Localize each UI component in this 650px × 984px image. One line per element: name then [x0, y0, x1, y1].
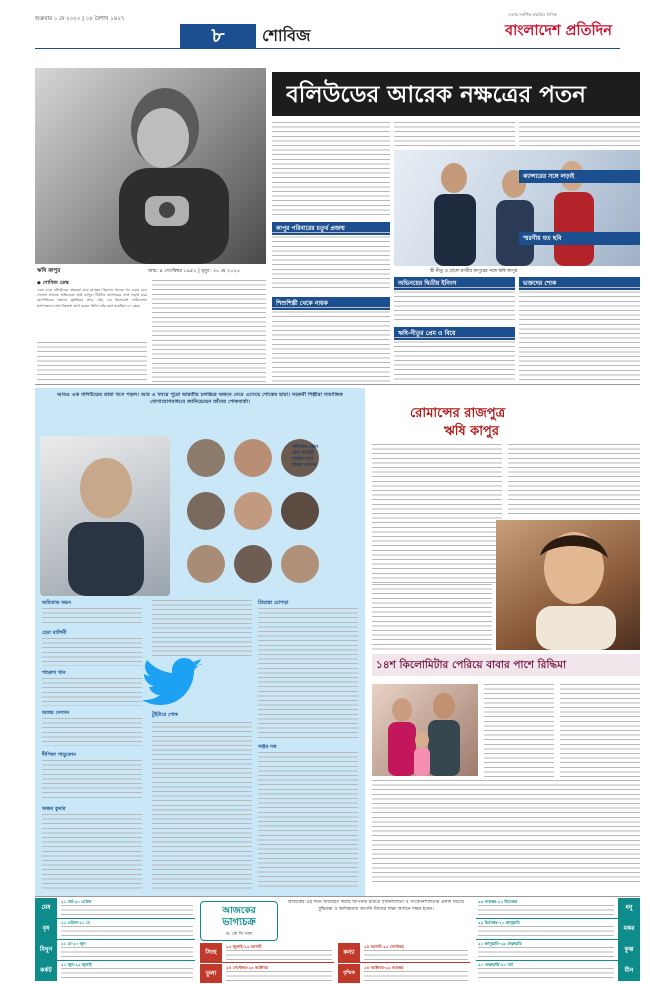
lead-bottom-rule: [35, 384, 640, 385]
lead-column-5b: [519, 287, 640, 382]
lead-subhead-7: ভক্তদের শোক: [519, 277, 640, 290]
sign-tula-name: তুলা: [200, 964, 222, 983]
tribute-quote-7: [258, 608, 358, 738]
romance-photo: [496, 520, 640, 650]
tribute-quote-6: [42, 814, 142, 890]
sign-dhanu: [476, 898, 640, 919]
sign-dhanu-name: ধনু: [618, 898, 640, 918]
lead-photo: [35, 68, 266, 264]
section-title: শোবিজ: [262, 26, 311, 45]
sign-singha-text: [226, 950, 332, 961]
sign-mesh-name: মেষ: [35, 898, 57, 918]
tribute-quote-7-title: প্রিয়াঙ্কা চোপড়া: [258, 600, 289, 606]
twitter-bird-icon: [140, 656, 204, 710]
tribute-quote-8-title: সঞ্জয় দত্ত: [258, 744, 277, 750]
sign-makar: [476, 919, 640, 940]
lead-column-4b: [394, 287, 515, 322]
date-line: শুক্রবার ১ মে ২০২০ | ১৮ বৈশাখ ১৪২৭: [35, 16, 125, 22]
sign-dhanu-dates: ২৩ নভেম্বর-২১ ডিসেম্বর: [478, 899, 518, 904]
horoscope-title-line-2: ভাগ্যচক্র: [222, 917, 256, 928]
lead-subhead-6: স্মরণীয় যত ছবি: [519, 232, 640, 245]
lead-column-4a: [394, 122, 515, 148]
riddhima-text-col-3: [372, 780, 640, 886]
lead-column-5a: [519, 122, 640, 146]
sign-kumbha: [476, 940, 640, 961]
sign-mesh-dates: ২১ মার্চ-২০ এপ্রিল: [61, 899, 92, 904]
page-header: [0, 0, 650, 56]
sign-kanya-dates: ২৪ আগস্ট-২৩ সেপ্টেম্বর: [364, 944, 404, 949]
sign-meen: [476, 961, 640, 982]
tribute-quote-4-title: অজয় দেবগন: [42, 710, 70, 716]
riddhima-text-col-2: [560, 684, 640, 780]
lead-subhead-4: ঋষি-নীতুর প্রেম ও বিয়ে: [394, 327, 515, 340]
sign-mithun-name: মিথুন: [35, 940, 57, 960]
sign-kanya: [338, 943, 470, 963]
celebrity-name-4: অজয় দেবগন: [292, 463, 317, 468]
lead-column-4c: [394, 337, 515, 382]
sign-karkat-name: কর্কট: [35, 961, 57, 981]
lead-subhead-2: শিশুশিল্পী থেকে নায়ক: [272, 297, 390, 310]
sign-kumbha-text: [478, 947, 614, 959]
lead-headline: বলিউডের আরেক নক্ষত্রের পতন: [286, 82, 586, 108]
sign-kanya-name: কন্যা: [338, 943, 360, 962]
tribute-quote-3: [42, 678, 142, 706]
riddhima-headline: ১৪শ কিলোমিটার পেরিয়ে বাবার পাশে রিদ্ধিমা: [376, 659, 567, 671]
twitter-label: টুইটারে শোক: [152, 712, 178, 718]
tribute-portrait: [40, 436, 170, 596]
sign-brisha-text: [61, 926, 193, 938]
sign-meen-text: [478, 968, 614, 980]
romance-text-col-1: [372, 444, 502, 584]
lead-column-3c: [272, 307, 390, 382]
sign-brisha: [35, 919, 195, 940]
tribute-intro: আরও এক বলিউডের তারা খসে পড়ল। আর এ খবরে পুরো ভারতীয় চলচ্চিত্র অঙ্গনে নেমে এসেছে শোকের ছায়া। সহকর্মী শিল্পীরা সামাজিক যোগাযোগমাধ্যমে জানিয়েছেন তাঁদের শোকবার্তা।: [57, 392, 343, 406]
tribute-col-mid-b: [152, 722, 252, 890]
family-photo-caption: স্ত্রী নীতু ও ছেলে রণবীর কাপুরের সঙ্গে ঋষি কাপুর: [430, 269, 518, 274]
tribute-quote-3-title: শাহরুখ খান: [42, 670, 66, 676]
family-photo: [394, 150, 640, 266]
sign-kumbha-name: কুম্ভ: [618, 940, 640, 960]
brand-tagline: দেশের সর্বাধিক প্রচারিত দৈনিক: [508, 12, 557, 17]
sign-singha-dates: ২৩ জুলাই-২৩ আগস্ট: [226, 944, 262, 949]
romance-headline-line-1: রোমান্সের রাজপুত্র: [410, 406, 506, 421]
celebrity-name-2: হেমা মালিনী: [292, 451, 314, 456]
lead-subhead-3: অভিনয়ের দ্বিতীয় ইনিংস: [394, 277, 515, 290]
tribute-quote-2-title: হেমা মালিনী: [42, 630, 67, 636]
sign-brisha-name: বৃষ: [35, 919, 57, 939]
romance-text-col-3: [508, 444, 640, 516]
celebrity-name-3: শাহরুখ খান: [292, 457, 314, 462]
sign-kanya-text: [364, 950, 468, 961]
horoscope-author: ড. কে সি পাল: [226, 932, 252, 937]
lead-subhead-1: কাপুর পরিবারের চতুর্থ প্রজন্ম: [272, 222, 390, 235]
sign-brishchik-dates: ২৪ অক্টোবর-২২ নভেম্বর: [364, 965, 404, 970]
sign-tula-text: [226, 971, 332, 982]
tribute-quote-5: [42, 760, 142, 800]
page-number: ৮: [211, 23, 225, 47]
sign-mithun-text: [61, 947, 193, 959]
horoscope-intro: আজকের এই দিনে জন্মগ্রহণ করায় আপনার চরিত্রে সৃজনশীলতা ও সংবেদনশীলতার প্রকাশ ঘটবে। বুদ্ধিমত্তা ও কর্মদক্ষতায় আপনি নিজের লক্ষ্য অর্জনে সক্ষম হবেন।: [287, 900, 465, 912]
sign-dhanu-text: [478, 905, 614, 917]
lead-column-3a: [272, 122, 390, 216]
sign-makar-text: [478, 926, 614, 938]
sign-makar-dates: ২২ ডিসেম্বর-২০ জানুয়ারি: [478, 920, 520, 925]
sign-makar-name: মকর: [618, 919, 640, 939]
horoscope-right-column: [476, 898, 640, 984]
sign-brishchik-text: [364, 971, 468, 982]
tribute-quote-2: [42, 638, 142, 666]
tribute-quote-1: [42, 608, 142, 626]
lead-subhead-5: ক্যান্সারের সঙ্গে লড়াই: [519, 170, 640, 183]
tribute-quote-5-title: দীপিকা পাড়ুকোন: [42, 752, 76, 758]
sign-meen-name: মীন: [618, 961, 640, 981]
lead-byline: ◆ শোবিজ ডেস্ক: [37, 280, 69, 286]
sign-singha-name: সিংহ: [200, 943, 222, 962]
celebrity-name-1: অমিতাভ বচ্চন: [292, 445, 319, 450]
sign-tula-dates: ২৪ সেপ্টেম্বর-২৩ অক্টোবর: [226, 965, 268, 970]
birth-death-line: জন্ম: ৪ সেপ্টেম্বর ১৯৫২ | মৃত্যু: ৩০ মে ২০২০: [148, 268, 241, 274]
riddhima-photo: [372, 684, 478, 776]
sign-kumbha-dates: ২১ জানুয়ারি-১৯ ফেব্রুয়ারি: [478, 941, 522, 946]
tribute-quote-8: [258, 752, 358, 890]
riddhima-text-col-1: [484, 684, 554, 780]
sign-mithun-dates: ২১ মে-২০ জুন: [61, 941, 86, 946]
tribute-col-mid-a: [152, 600, 252, 660]
header-rule: [35, 48, 620, 49]
sign-mesh-text: [61, 905, 193, 917]
sign-singha: [200, 943, 334, 963]
sign-mesh: [35, 898, 195, 919]
horoscope-title-line-1: আজকের: [222, 906, 256, 916]
brand-logo: বাংলাদেশ প্রতিদিন: [505, 23, 612, 39]
lead-column-3b: [272, 232, 390, 292]
horoscope-top-rule: [35, 896, 640, 897]
lead-photo-caption: ঋষি কাপুর: [37, 268, 61, 274]
sign-karkat: [35, 961, 195, 982]
sign-karkat-text: [61, 968, 193, 980]
sign-brishchik-name: বৃশ্চিক: [338, 964, 360, 983]
romance-headline-line-2: ঋষি কাপুর: [444, 424, 500, 439]
celebrity-grid: [176, 436, 360, 594]
horoscope-left-column: [35, 898, 195, 984]
tribute-quote-1-title: অমিতাভ বচ্চন: [42, 600, 71, 606]
tribute-quote-6-title: অক্ষয় কুমার: [42, 806, 66, 812]
romance-text-col-2: [372, 584, 492, 650]
lead-column-1: [37, 342, 147, 380]
tribute-quote-4: [42, 718, 142, 746]
sign-karkat-dates: ২১ জুন-২২ জুলাই: [61, 962, 92, 967]
sign-mithun: [35, 940, 195, 961]
sign-tula: [200, 963, 334, 983]
lead-column-2: [152, 280, 266, 382]
lead-intro-text: একে একে বলিউডের নক্ষত্ররা ঝরে যাচ্ছেন। ইরফান খানের পর এবার চলে গেলেন প্রখ্যাত অভিনেতা ঋষি কাপুর। দীর্ঘদিন ক্যান্সারের সঙ্গে লড়াই করে বৃহস্পতিবার সকালে মুম্বাইয়ের স্যার এইচ এন রিলায়েন্স ফাউন্ডেশন হাসপাতালে শেষ নিঃশ্বাস ত্যাগ করেন তিনি। তাঁর বয়স হয়েছিল ৬৭ বছর।: [37, 288, 147, 308]
sign-brishchik: [338, 963, 470, 983]
sign-meen-dates: ২০ ফেব্রুয়ারি-২০ মার্চ: [478, 962, 514, 967]
sign-brisha-dates: ২১ এপ্রিল-২০ মে: [61, 920, 90, 925]
